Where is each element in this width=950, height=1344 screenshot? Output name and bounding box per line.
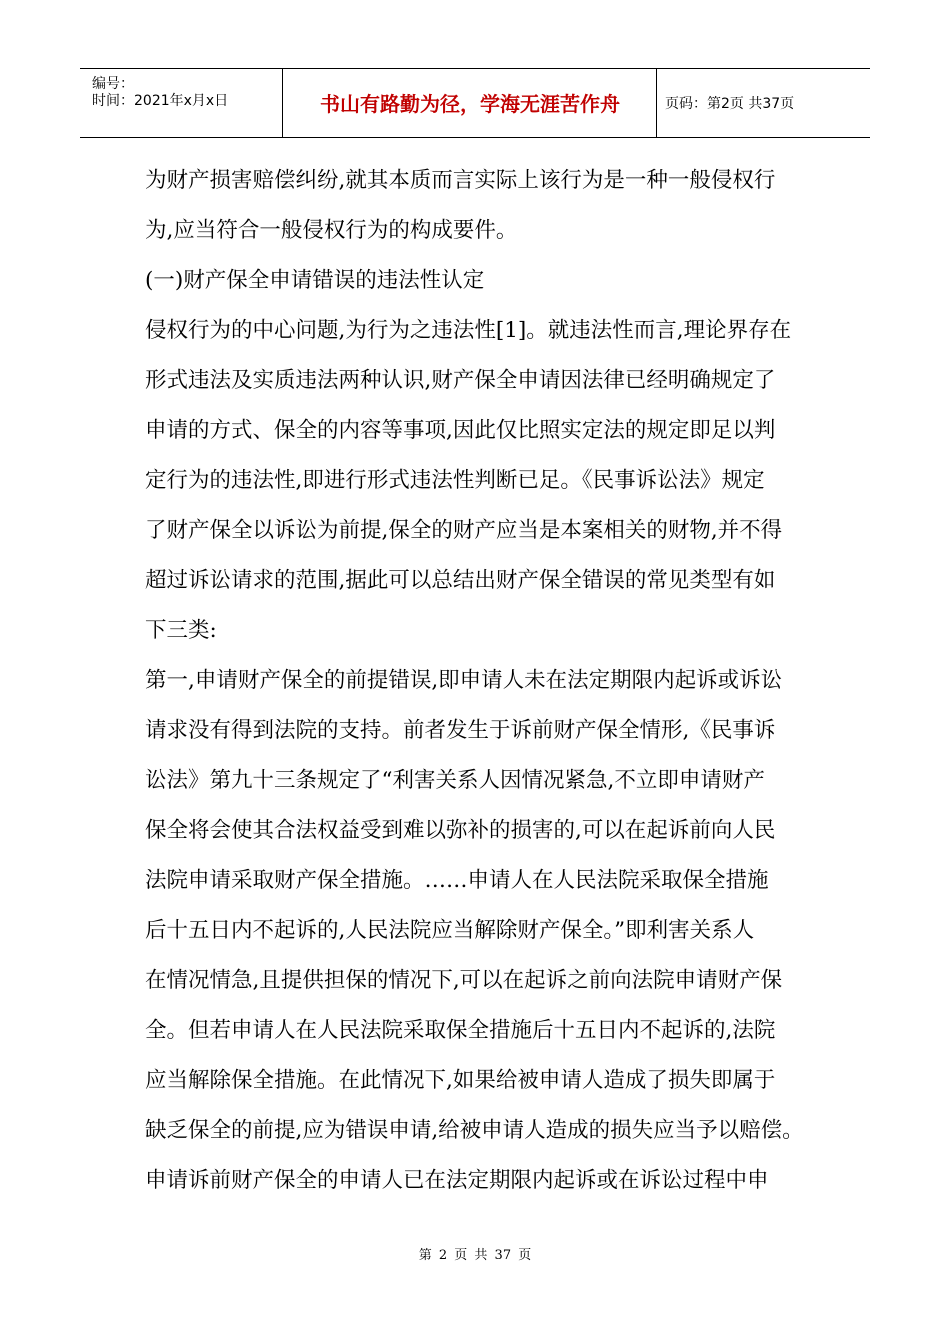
body-line: 讼法》第九十三条规定了“利害关系人因情况紧急,不立即申请财产 [145,768,765,793]
body-line: 后十五日内不起诉的,人民法院应当解除财产保全。”即利害关系人 [145,918,755,943]
header-info-cell [80,69,283,137]
body-line: 缺乏保全的前提,应为错误申请,给被申请人造成的损失应当予以赔偿。 [145,1118,804,1143]
body-line: 了财产保全以诉讼为前提,保全的财产应当是本案相关的财物,并不得 [145,518,783,543]
body-line: 申请诉前财产保全的申请人已在法定期限内起诉或在诉讼过程中申 [145,1168,769,1193]
header-motto: 书山有路勤为径，学海无涯苦作舟 [320,92,620,116]
body-line: 形式违法及实质违法两种认识,财产保全申请因法律已经明确规定了 [145,368,776,393]
page-footer: 第 2 页 共 37 页 [418,1248,532,1263]
page-header [80,68,870,138]
body-line: 侵权行为的中心问题,为行为之违法性[1]。就违法性而言,理论界存在 [145,318,792,343]
body-line: 全。但若申请人在人民法院采取保全措施后十五日内不起诉的,法院 [145,1018,776,1043]
header-motto-cell [283,69,657,137]
body-line: 为财产损害赔偿纠纷,就其本质而言实际上该行为是一种一般侵权行 [145,168,776,193]
body-line: 保全将会使其合法权益受到难以弥补的损害的,可以在起诉前向人民 [145,818,776,843]
body-line: 下三类: [145,618,217,643]
document-body [145,156,825,1206]
body-line: 申请的方式、保全的内容等事项,因此仅比照实定法的规定即足以判 [145,418,776,443]
body-line: 定行为的违法性,即进行形式违法性判断已足。《民事诉讼法》规定 [145,468,765,493]
section-heading: (一)财产保全申请错误的违法性认定 [145,268,485,293]
header-page-cell [657,69,870,137]
body-line: 应当解除保全措施。在此情况下,如果给被申请人造成了损失即属于 [145,1068,776,1093]
body-line: 第一,申请财产保全的前提错误,即申请人未在法定期限内起诉或诉讼 [145,668,783,693]
body-line: 超过诉讼请求的范围,据此可以总结出财产保全错误的常见类型有如 [145,568,776,593]
body-line: 请求没有得到法院的支持。前者发生于诉前财产保全情形,《民事诉 [145,718,776,743]
document-number-label: 编号： [92,76,134,92]
body-line: 为,应当符合一般侵权行为的构成要件。 [145,218,518,243]
header-page-info: 页码：第2页 共37页 [665,96,795,112]
body-line: 在情况情急,且提供担保的情况下,可以在起诉之前向法院申请财产保 [145,968,783,993]
body-line: 法院申请采取财产保全措施。……申请人在人民法院采取保全措施 [145,868,769,893]
document-date-label: 时间：2021年x月x日 [92,93,229,109]
